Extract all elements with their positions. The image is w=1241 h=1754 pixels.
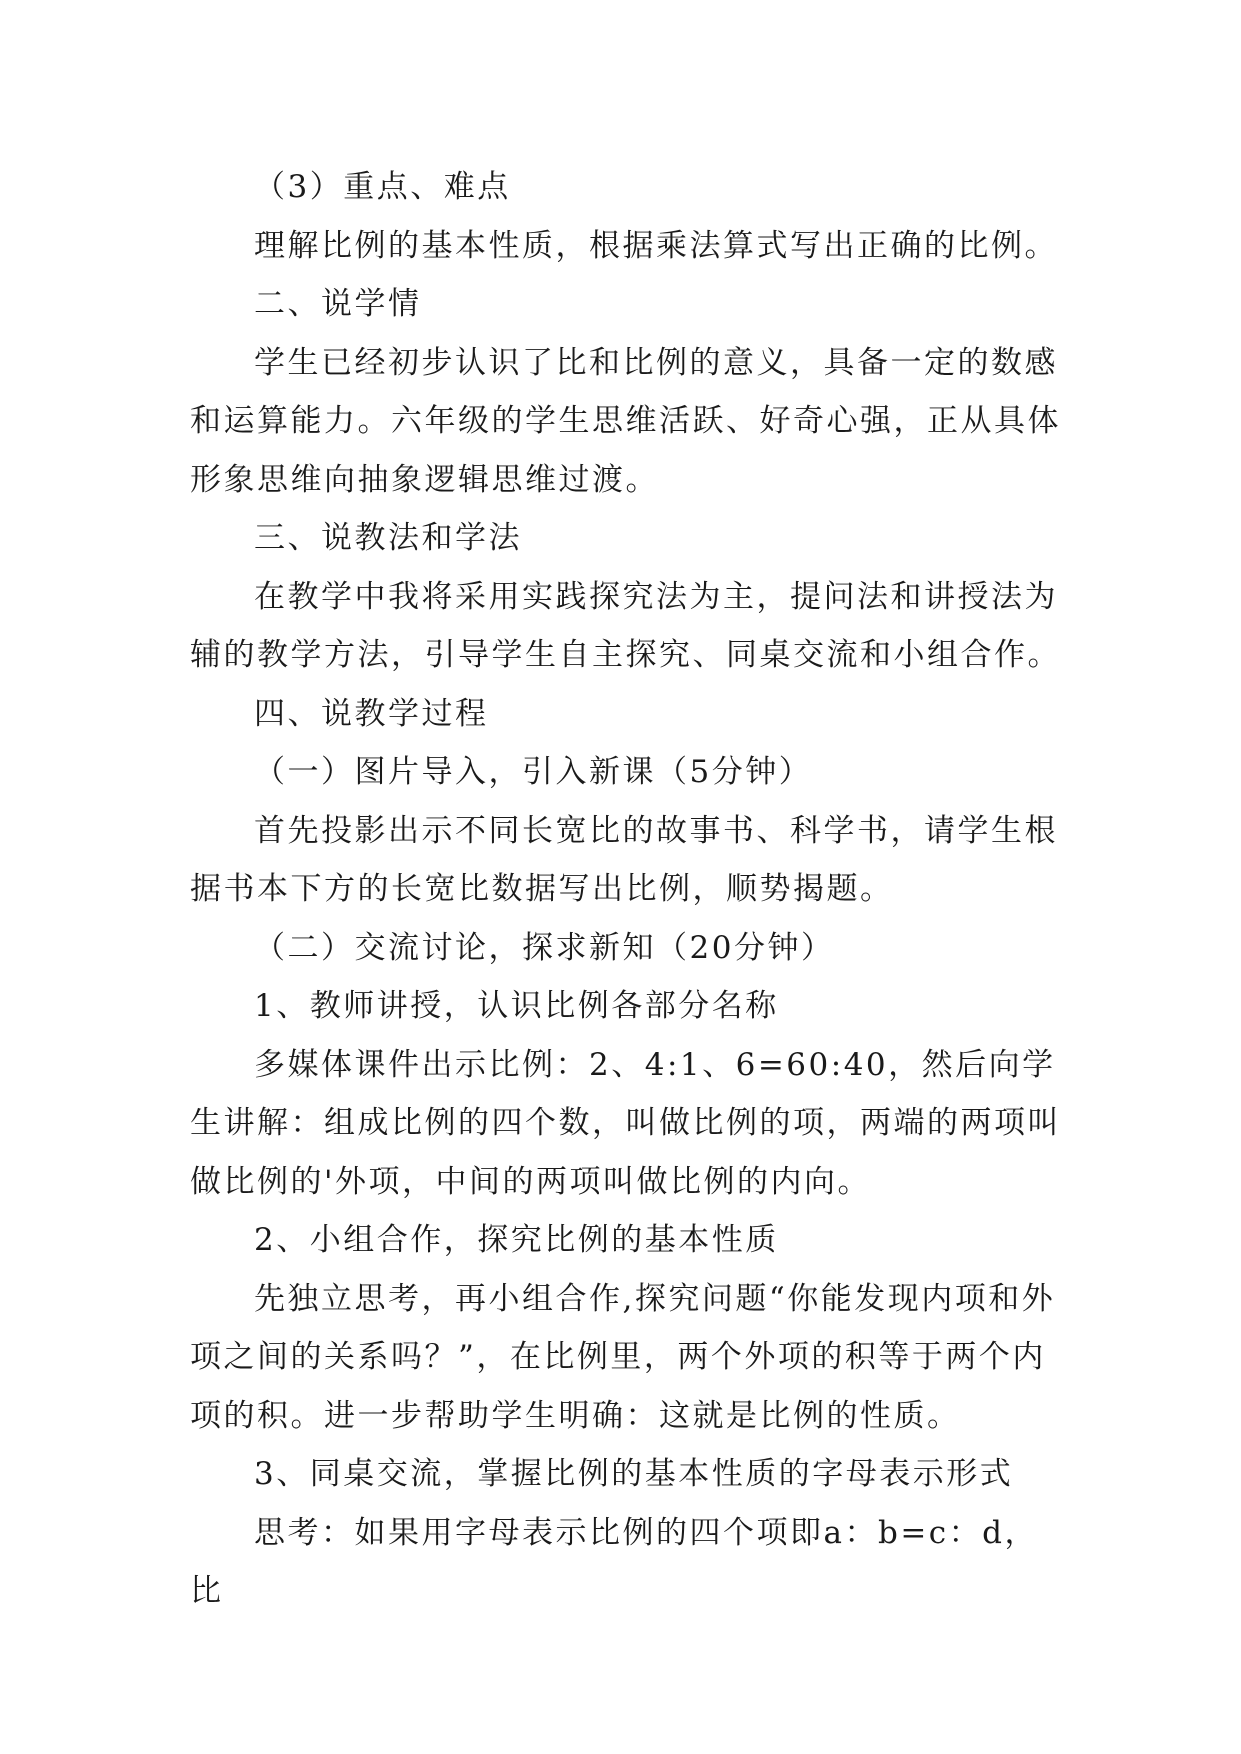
heading-teaching-methods: 三、说教法和学法 bbox=[254, 520, 522, 556]
paragraph-student-analysis: 学生已经初步认识了比和比例的意义，具备一定的数感和运算能力。六年级的学生思维活跃、好奇心强，正从具体形象思维向抽象逻辑思维过渡。 bbox=[190, 344, 1061, 498]
paragraph-sub-one: 多媒体课件出示比例：2、4:1、6=60:40，然后向学生讲解：组成比例的四个数，叫做比例的项，两端的两项叫做比例的'外项，中间的两项叫做比例的内向。 bbox=[190, 1046, 1061, 1200]
heading-sub-one: 1、教师讲授，认识比例各部分名称 bbox=[254, 988, 779, 1024]
heading-student-analysis: 二、说学情 bbox=[254, 286, 422, 322]
heading-sub-two: 2、小组合作，探究比例的基本性质 bbox=[254, 1222, 779, 1258]
paragraph-sub-two: 先独立思考，再小组合作,探究问题“你能发现内项和外项之间的关系吗？”，在比例里，两个外项的积等于两个内项的积。进一步帮助学生明确：这就是比例的性质。 bbox=[190, 1280, 1056, 1434]
document-body bbox=[190, 158, 1070, 1621]
heading-step-two: （二）交流讨论，探求新知（20分钟） bbox=[254, 929, 835, 966]
heading-sub-three: 3、同桌交流，掌握比例的基本性质的字母表示形式 bbox=[254, 1456, 1014, 1492]
paragraph-teaching-methods: 在教学中我将采用实践探究法为主，提问法和讲授法为辅的教学方法，引导学生自主探究、同桌交流和小组合作。 bbox=[190, 578, 1061, 673]
paragraph-key-points: 理解比例的基本性质，根据乘法算式写出正确的比例。 bbox=[254, 227, 1058, 264]
paragraph-sub-three: 思考：如果用字母表示比例的四个项即a：b=c：d，比 bbox=[190, 1514, 1039, 1609]
heading-teaching-process: 四、说教学过程 bbox=[254, 695, 489, 732]
paragraph-step-one: 首先投影出示不同长宽比的故事书、科学书，请学生根据书本下方的长宽比数据写出比例，顺势揭题。 bbox=[190, 812, 1058, 907]
heading-key-points: （3）重点、难点 bbox=[254, 169, 511, 205]
heading-step-one: （一）图片导入，引入新课（5分钟） bbox=[254, 754, 813, 790]
